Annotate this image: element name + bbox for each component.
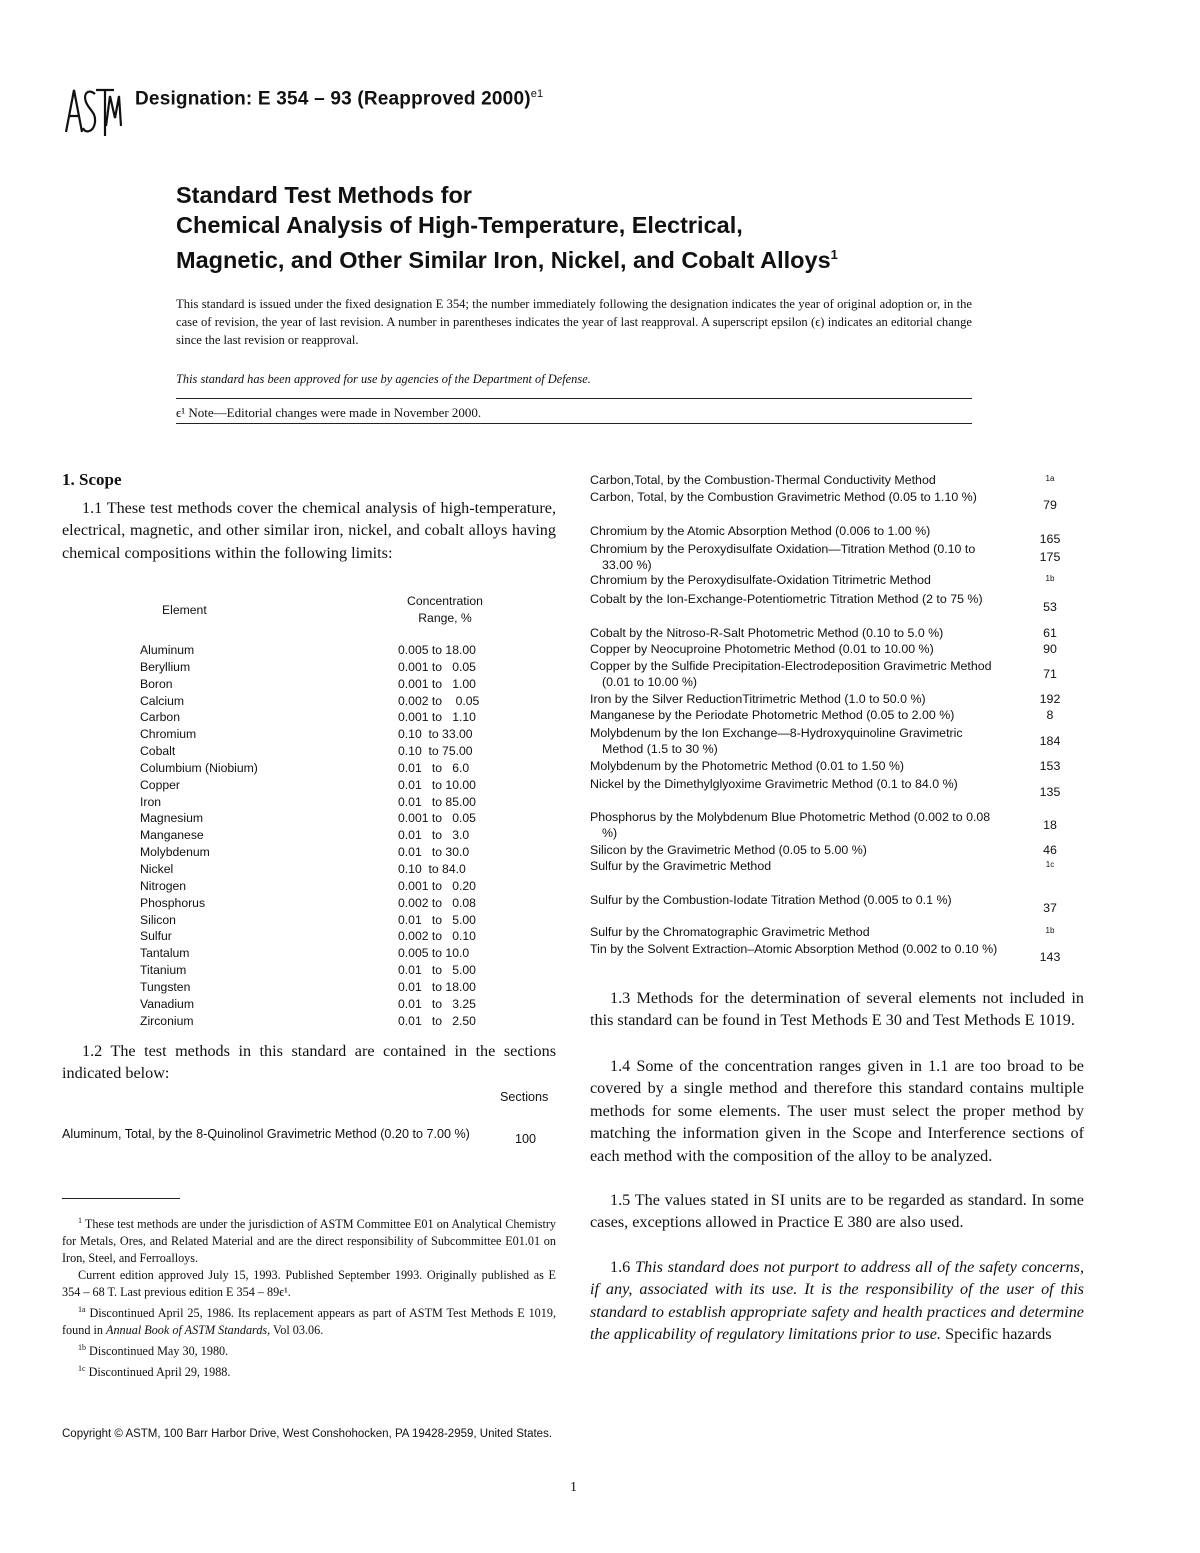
element-name: Nickel [140,861,174,876]
element-range: 0.10 to 84.0 [398,861,466,876]
method-name: Chromium by the Peroxydisulfate Oxidation—Titration Method (0.10 to 33.00 %) [590,542,976,572]
element-name: Silicon [140,912,176,927]
element-name: Beryllium [140,659,191,674]
paragraph-1-3: 1.3 Methods for the determination of several elements not included in this standard can be found in Test Methods E 30 and Test Methods E 1019. [590,989,1084,1030]
element-range: 0.001 to 0.05 [398,659,476,674]
aluminum-method-section: 100 [515,1132,537,1146]
designation: Designation: E 354 – 93 (Reapproved 2000)$^{e1}$ [135,88,544,110]
scope-heading: 1. Scope [62,470,122,489]
method-name: Silicon by the Gravimetric Method (0.05 to 5.00 %) [590,843,867,857]
concentration-column-header: Concentration Range, % [407,594,483,625]
method-section: 135 [1039,785,1061,799]
element-name: Nitrogen [140,878,187,893]
element-name: Sulfur [140,929,172,944]
paragraph-1-1: 1.1 These test methods cover the chemical analysis of high-temperature, electrical, magnetic, and other similar iron, nickel, and cobalt alloys having chemical compositions within the following limits: [62,499,556,562]
element-name: Manganese [140,828,204,843]
method-section: 1a [1045,474,1055,483]
element-range: 0.002 to 0.05 [398,693,480,708]
method-section: 184 [1039,734,1061,748]
dod-notice: This standard has been approved for use by agencies of the Department of Defense. [176,372,591,386]
method-name: Tin by the Solvent Extraction–Atomic Absorption Method (0.002 to 0.10 %) [590,942,998,956]
element-name: Columbium (Niobium) [140,760,258,775]
paragraph-1-2: 1.2 The test methods in this standard are contained in the sections indicated below: [62,1042,556,1083]
method-name: Chromium by the Atomic Absorption Method (0.006 to 1.00 %) [590,524,931,538]
footnote-rule [62,1198,180,1199]
title-line-2: Chemical Analysis of High-Temperature, Electrical, [176,212,743,238]
element-range: 0.01 to 5.00 [398,912,476,927]
method-name: Carbon, Total, by the Combustion Gravimetric Method (0.05 to 1.10 %) [590,490,977,504]
element-name: Magnesium [140,811,203,826]
method-section: 1c [1045,860,1055,869]
method-section: 37 [1043,901,1057,915]
element-range: 0.01 to 2.50 [398,1013,476,1028]
element-range: 0.001 to 1.00 [398,676,476,691]
method-section: 153 [1039,759,1061,773]
method-name: Cobalt by the Nitroso-R-Salt Photometric Method (0.10 to 5.0 %) [590,626,944,640]
element-column-header: Element [162,603,207,617]
element-name: Tungsten [140,979,191,994]
footnote-1: $^1$ These test methods are under the jurisdiction of ASTM Committee E01 on Analytical Chemistry for Metals, Ores, and Related Material and are the direct responsibility of Subcommittee E01.01 on Iron, Steel, and Ferroalloys. [62,1216,556,1266]
method-section: 192 [1039,692,1061,706]
method-name: Manganese by the Periodate Photometric Method (0.05 to 2.00 %) [590,708,955,722]
method-section: 1b [1045,574,1055,583]
element-range: 0.01 to 18.00 [398,979,476,994]
element-name: Cobalt [140,744,176,759]
method-section: 18 [1043,818,1057,832]
element-range: 0.01 to 3.0 [398,828,470,843]
method-name: Sulfur by the Chromatographic Gravimetric Method [590,925,870,939]
issue-notice: This standard is issued under the fixed designation E 354; the number immediately following the designation indicates the year of original adoption or, in the case of revision, the year of last revision. A number in parentheses indicates the year of last reapproval. A superscript epsilon (ϵ) indicates an editorial change since the last revision or reapproval. [176,297,972,347]
method-section: 165 [1039,532,1061,546]
astm-logo [62,82,122,138]
method-name: Copper by Neocuproine Photometric Method (0.01 to 10.00 %) [590,642,934,656]
method-section: 1b [1045,926,1055,935]
element-name: Aluminum [140,643,195,657]
element-range: 0.002 to 0.10 [398,929,476,944]
method-section: 61 [1043,626,1057,640]
element-name: Molybdenum [140,845,210,860]
element-name: Carbon [140,710,180,725]
method-name: Sulfur by the Gravimetric Method [590,859,772,873]
copyright: Copyright © ASTM, 100 Barr Harbor Drive, West Conshohocken, PA 19428-2959, United States. [62,1428,553,1440]
element-range: 0.001 to 0.20 [398,878,476,893]
element-range: 0.01 to 85.00 [398,794,476,809]
element-range: 0.002 to 0.08 [398,895,476,910]
page-number: 1 [570,1480,577,1495]
paragraph-1-6: 1.6 This standard does not purport to address all of the safety concerns, if any, associated with its use. It is the responsibility of the user of this standard to establish appropriate safety and health practices and determine the applicability of regulatory limitations prior to use. Specific hazards [590,1258,1084,1344]
footnote-1a: $^{1a}$ Discontinued April 25, 1986. Its replacement appears as part of ASTM Test Methods E 1019, found in Annual Book of ASTM Standards, Vol 03.06. [62,1305,556,1338]
method-section: 175 [1039,550,1061,564]
method-section: 79 [1043,498,1057,512]
method-section: 8 [1046,708,1054,722]
element-range: 0.001 to 1.10 [398,710,476,725]
element-range: 0.005 to 18.00 [398,643,476,657]
method-name: Nickel by the Dimethylglyoxime Gravimetric Method (0.1 to 84.0 %) [590,777,958,791]
paragraph-1-4: 1.4 Some of the concentration ranges given in 1.1 are too broad to be covered by a single method and therefore this standard contains multiple methods for some elements. The user must select the proper method by matching the information given in the Scope and Interference sections of each method with the composition of the alloy to be analyzed. [590,1057,1084,1165]
element-range: 0.005 to 10.0 [398,946,470,961]
title-line-3: Magnetic, and Other Similar Iron, Nickel, and Cobalt Alloys$^1$ [176,246,838,273]
element-name: Zirconium [140,1013,194,1028]
paragraph-1-5: 1.5 The values stated in SI units are to be regarded as standard. In some cases, exceptions allowed in Practice E 380 are also used. [590,1191,1084,1232]
aluminum-method-row: Aluminum, Total, by the 8-Quinolinol Gravimetric Method (0.20 to 7.00 %) [62,1127,470,1141]
element-name: Iron [140,794,162,809]
element-range: 0.01 to 3.25 [398,996,476,1011]
sections-column-header: Sections [500,1090,549,1104]
document-title [176,180,1076,275]
element-range: 0.01 to 5.00 [398,963,476,978]
method-section: 53 [1043,600,1057,614]
method-section: 90 [1043,642,1057,656]
element-range: 0.01 to 6.0 [398,760,470,775]
rule-top [176,398,972,399]
method-name: Carbon,Total, by the Combustion-Thermal Conductivity Method [590,473,936,487]
element-name: Titanium [140,963,187,978]
editorial-note: ϵ¹ Note—Editorial changes were made in November 2000. [176,405,482,420]
title-line-1: Standard Test Methods for [176,182,472,208]
method-name: Phosphorus by the Molybdenum Blue Photometric Method (0.002 to 0.08 %) [590,810,991,840]
footnote-1c: $^{1c}$ Discontinued April 29, 1988. [78,1364,231,1380]
element-name: Calcium [140,693,185,708]
footnote-1b: $^{1b}$ Discontinued May 30, 1980. [78,1343,229,1359]
method-section: 71 [1043,667,1057,681]
method-name: Copper by the Sulfide Precipitation-Electrodeposition Gravimetric Method (0.01 to 10.00 %) [590,659,992,689]
element-name: Boron [140,676,173,691]
element-range: 0.10 to 33.00 [398,727,473,742]
element-name: Tantalum [140,946,190,961]
method-name: Chromium by the Peroxydisulfate-Oxidation Titrimetric Method [590,573,931,587]
method-name: Molybdenum by the Photometric Method (0.01 to 1.50 %) [590,759,905,773]
element-range: 0.01 to 10.00 [398,777,476,792]
footnote-1-continued: Current edition approved July 15, 1993. Published September 1993. Originally published as E 354 – 68 T. Last previous edition E 354 – 89ϵ¹. [62,1268,556,1300]
element-range: 0.01 to 30.0 [398,845,470,860]
method-name: Iron by the Silver ReductionTitrimetric Method (1.0 to 50.0 %) [590,692,926,706]
element-name: Chromium [140,727,197,742]
element-range: 0.10 to 75.00 [398,744,473,759]
method-name: Cobalt by the Ion-Exchange-Potentiometric Titration Method (2 to 75 %) [590,592,983,606]
element-name: Copper [140,777,180,792]
method-name: Molybdenum by the Ion Exchange—8-Hydroxyquinoline Gravimetric Method (1.5 to 30 %) [590,726,963,756]
rule-bottom [176,423,972,424]
method-section: 143 [1039,950,1061,964]
element-range: 0.001 to 0.05 [398,811,476,826]
method-section: 46 [1043,843,1057,857]
method-name: Sulfur by the Combustion-Iodate Titration Method (0.005 to 0.1 %) [590,893,952,907]
footnotes [62,1212,556,1381]
element-name: Vanadium [140,996,194,1011]
element-name: Phosphorus [140,895,206,910]
